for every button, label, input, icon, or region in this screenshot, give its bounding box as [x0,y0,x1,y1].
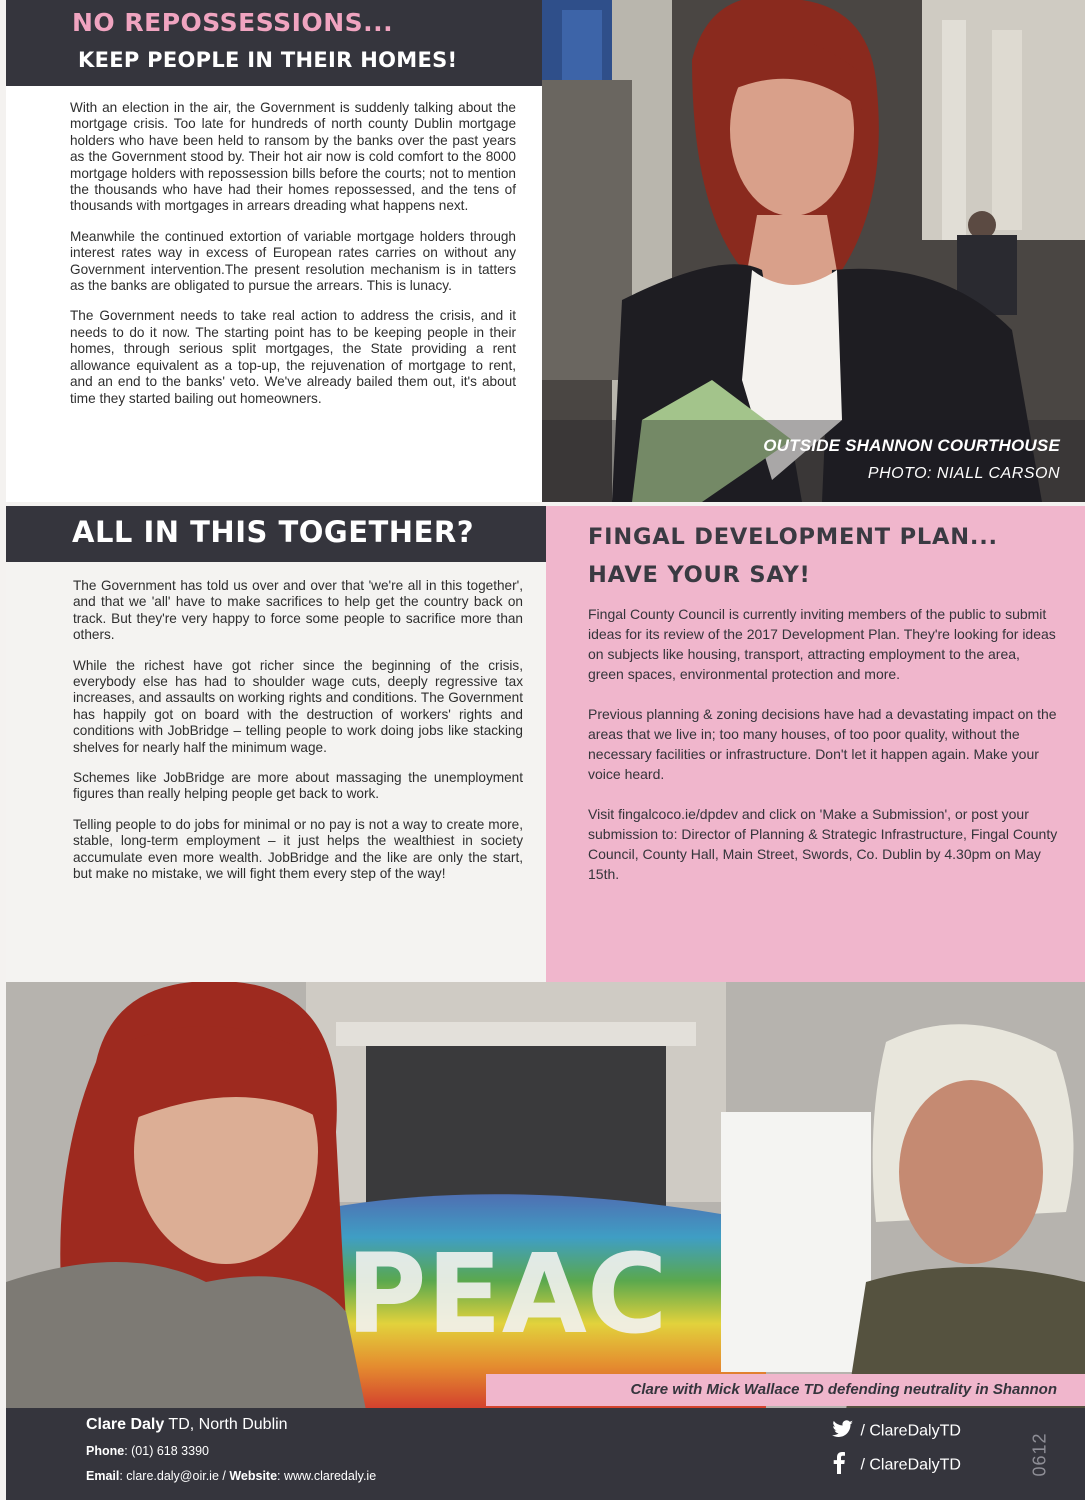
repossessions-title: NO REPOSSESSIONS... [72,8,394,37]
paragraph: Telling people to do jobs for minimal or no pay is not a way to create more, stable, long-term employment – it just helps the wealthiest in society accumulate even more wealth. JobBridge and the like are only the start, but make no mistake, we will fight them every step of the way! [73,816,523,882]
repossessions-subtitle: KEEP PEOPLE IN THEIR HOMES! [78,48,458,72]
paragraph: The Government needs to take real action to address the crisis, and it needs to do it now. The starting point has to be keeping people in their homes, through serious split mortgages, the State providing a rent allowance equivalent as a top-up, the rejuvenation of mortgage to rent, and an end to the banks' veto. We've already bailed them out, it's about time they started bailing out homeowners. [70,308,516,406]
twitter-handle[interactable]: / ClareDalyTD [832,1420,961,1443]
website-link[interactable]: : www.claredaly.ie [277,1469,377,1483]
contact-footer [6,1408,1085,1500]
phone-number: : (01) 618 3390 [124,1444,209,1458]
fingal-title: FINGAL DEVELOPMENT PLAN... [588,524,998,550]
twitter-icon [832,1420,856,1443]
courthouse-photo [542,0,1085,502]
phone-line: Phone: (01) 618 3390 [86,1444,209,1458]
together-title: ALL IN THIS TOGETHER? [72,515,475,549]
paragraph: While the richest have got richer since the beginning of the crisis, everybody else has had to shoulder wage cuts, deeply regressive tax increases, and assaults on working rights and conditions. The Government has happily got on board with the destruction of workers' rights and conditions with JobBridge – telling people to work doing jobs like stacking shelves for nearly half the minimum wage. [73,657,523,755]
fingal-text [588,604,1058,904]
together-text [73,578,523,897]
paragraph: Visit fingalcoco.ie/dpdev and click on 'Make a Submission', or post your submission to: Director of Planning & Strategic Infrastructure, Fingal County Council, County Hall, Main Street, Swords, Co. Dublin by 4.30pm on May 15th. [588,806,1058,882]
paragraph: The Government has told us over and over that 'we're all in this together', and that we 'all' have to make sacrifices to help get the country back on track. But they're very happy to force some people to sacrifice more than others. [73,578,523,643]
repossessions-text [70,100,516,421]
together-body [6,562,546,982]
neutrality-caption: Clare with Mick Wallace TD defending neutrality in Shannon [630,1381,1057,1398]
paragraph: Schemes like JobBridge are more about massaging the unemployment figures than really helping people get back to work. [73,770,523,802]
facebook-icon [832,1452,856,1479]
paragraph: With an election in the air, the Government is suddenly talking about the mortgage crisis. Too late for hundreds of north county Dublin mortgage holders who have been held to ransom by the banks over the past years as the Government stood by. Their hot air now is cold comfort to the 8000 mortgage holders with repossession bills before the courts; not to mention the thousands who have had their homes repossessed, and the tens of thousands with mortgages in arrears dreading what happens next. [70,100,516,214]
courthouse-caption [600,436,1060,483]
together-header [6,506,546,562]
neutrality-photo [6,982,1085,1410]
fingal-plan-section [546,506,1085,982]
email-address[interactable]: : clare.daly@oir.ie / [119,1469,230,1483]
print-code: 0612 [1029,1432,1050,1477]
neutrality-caption-bar [486,1374,1085,1406]
email-line: Email: clare.daly@oir.ie / Website: www.claredaly.ie [86,1469,377,1483]
photo-caption: OUTSIDE SHANNON COURTHOUSE [763,436,1060,455]
td-name: Clare Daly TD, North Dublin [86,1416,288,1433]
repossessions-body [6,86,542,502]
repossessions-header [6,0,542,86]
paragraph: Meanwhile the continued extortion of variable mortgage holders through interest rates way in excess of European rates carries on without any Government intervention.The present resolution mechanism is in tatters as the banks are obligated to pursue the arrears. This is lunacy. [70,228,516,294]
paragraph: Fingal County Council is currently inviting members of the public to submit ideas for its review of the 2017 Development Plan. They're looking for ideas on subjects like housing, transport, attracting employment to the area, green spaces, environmental protection and more. [588,606,1056,682]
photo-credit: PHOTO: NIALL CARSON [867,465,1060,482]
facebook-handle[interactable]: / ClareDalyTD [832,1452,961,1479]
fingal-subtitle: HAVE YOUR SAY! [588,562,811,588]
peace-banner-text: PEAC [346,1230,668,1358]
paragraph: Previous planning & zoning decisions have had a devastating impact on the areas that we live in; too many houses, of too poor quality, without the necessary facilities or infrastructure. Don't let it happen again. Make your voice heard. [588,706,1057,782]
